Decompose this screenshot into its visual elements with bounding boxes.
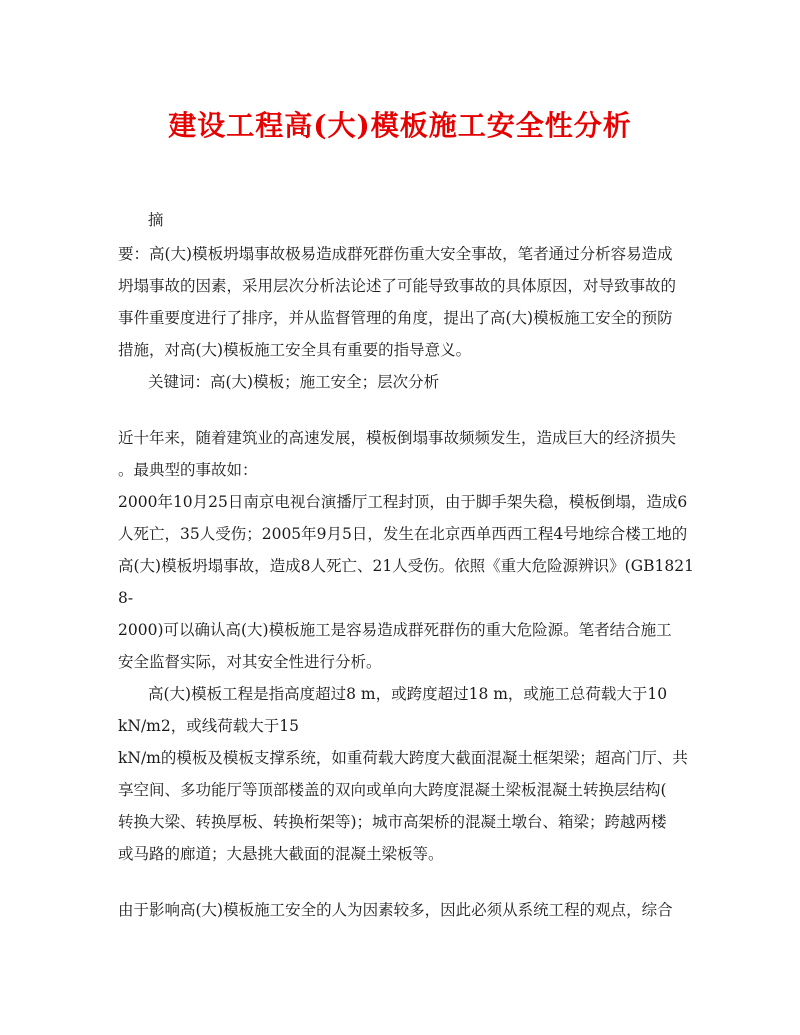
body-paragraph-line: 。最典型的事故如： [118,461,258,479]
body-paragraph-line: 高(大)模板坍塌事故，造成8人死亡、21人受伤。依照《重大危险源辨识》(GB1821 [118,557,694,575]
body-paragraph-line: 由于影响高(大)模板施工安全的人为因素较多，因此必须从系统工程的观点，综合 [118,901,673,919]
body-paragraph-line: kN/m的模板及模板支撑系统，如重荷载大跨度大截面混凝土框架梁；超高门厅、共 [118,749,688,767]
body-paragraph-line: 8- [118,589,134,607]
body-paragraph-line: 高(大)模板工程是指高度超过8 m，或跨度超过18 m，或施工总荷载大于10 [148,685,668,703]
body-paragraph-line: 转换大梁、转换厚板、转换桁架等)；城市高架桥的混凝土墩台、箱梁；跨越两楼 [118,813,667,831]
body-paragraph-line: kN/m2，或线荷载大于15 [118,717,299,735]
body-paragraph-line: 安全监督实际，对其安全性进行分析。 [118,653,382,671]
body-paragraph-line: 享空间、多功能厅等顶部楼盖的双向或单向大跨度混凝土梁板混凝土转换层结构( [118,781,667,799]
body-paragraph-line: 近十年来，随着建筑业的高速发展，模板倒塌事故频频发生，造成巨大的经济损失 [118,429,677,447]
abstract-label-line: 摘 [148,211,164,229]
abstract-line-1: 要：高(大)模板坍塌事故极易造成群死群伤重大安全事故，笔者通过分析容易造成 [118,245,673,263]
keywords-line: 关键词：高(大)模板；施工安全；层次分析 [148,373,440,391]
abstract-line-4: 措施，对高(大)模板施工安全具有重要的指导意义。 [118,341,472,359]
abstract-line-2: 坍塌事故的因素，采用层次分析法论述了可能导致事故的具体原因，对导致事故的 [118,277,677,295]
body-paragraph-line: 2000)可以确认高(大)模板施工是容易造成群死群伤的重大危险源。笔者结合施工 [118,621,672,639]
body-paragraph-line: 2000年10月25日南京电视台演播厅工程封顶，由于脚手架失稳，模板倒塌，造成6 [118,493,688,511]
body-paragraph-line: 或马路的廊道；大悬挑大截面的混凝土梁板等。 [118,845,444,863]
document-title: 建设工程高(大)模板施工安全性分析 [168,109,632,142]
abstract-line-3: 事件重要度进行了排序，并从监督管理的角度，提出了高(大)模板施工安全的预防 [118,309,673,327]
body-paragraph-line: 人死亡，35人受伤；2005年9月5日，发生在北京西单西西工程4号地综合楼工地的 [118,525,688,543]
